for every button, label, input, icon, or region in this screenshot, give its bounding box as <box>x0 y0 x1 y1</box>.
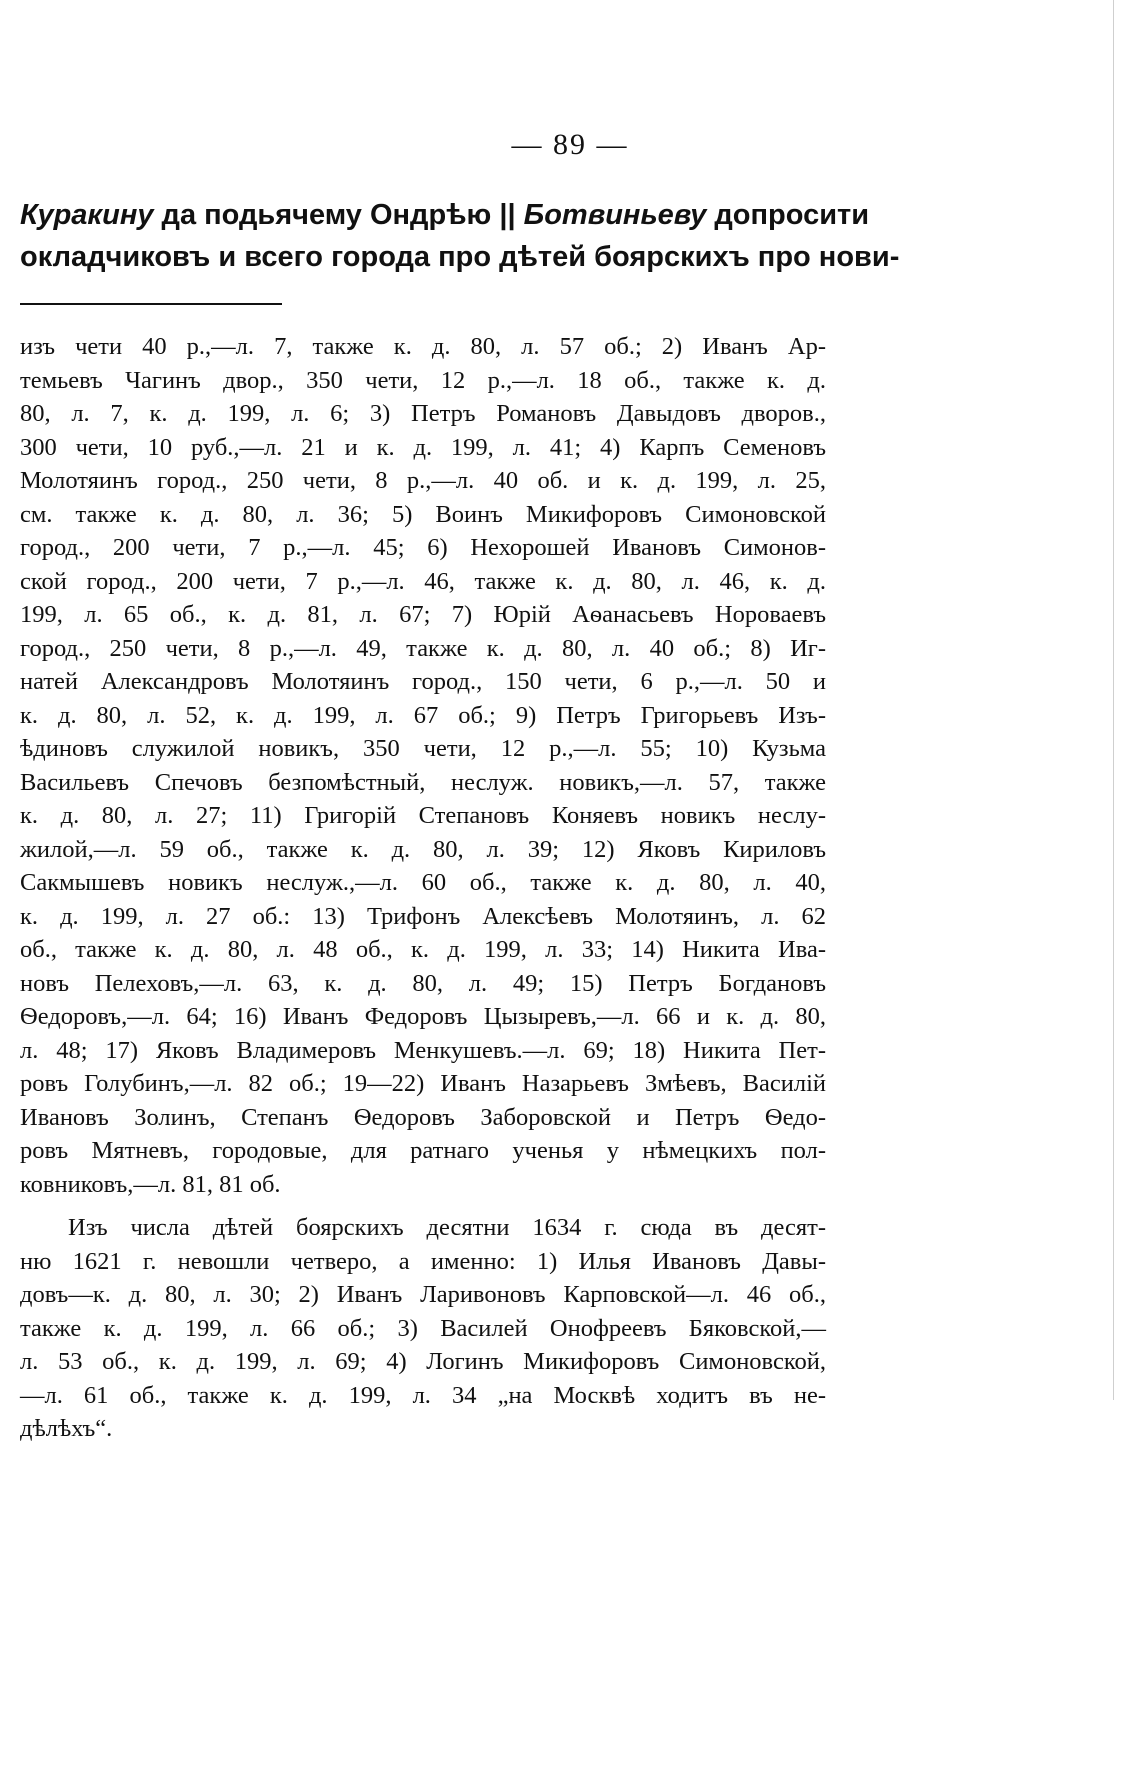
footnote-line: изъ чети 40 р.,—л. 7, также к. д. 80, л. 57 об.; 2) Иванъ Ар- <box>20 333 826 360</box>
footnote-line: ровъ Мятневъ, городовые, для ратнаго ученья у нѣмецкихъ пол- <box>20 1137 826 1164</box>
footnote-line: см. также к. д. 80, л. 36; 5) Воинъ Микифоровъ Симоновской <box>20 500 826 528</box>
footnote-line: ровъ Голубинъ,—л. 82 об.; 19—22) Иванъ Назарьевъ Змѣевъ, Василій <box>20 1070 826 1097</box>
footnote-line: Молотяинъ город., 250 чети, 8 р.,—л. 40 об. и к. д. 199, л. 25, <box>20 467 826 494</box>
footnote-line: 300 чети, 10 руб.,—л. 21 и к. д. 199, л. 41; 4) Карпъ Семеновъ <box>20 433 826 461</box>
footnote-line: об., также к. д. 80, л. 48 об., к. д. 199, л. 33; 14) Никита Ива- <box>20 936 826 963</box>
name-italic: Куракину <box>20 199 154 231</box>
footnote-line: Изъ числа дѣтей боярскихъ десятни 1634 г. сюда въ десят- <box>68 1214 826 1241</box>
main-text-line-2: окладчиковъ и всего города про дѣтей боярскихъ про нови- <box>20 241 900 273</box>
footnote-line: к. д. 80, л. 52, к. д. 199, л. 67 об.; 9) Петръ Григорьевъ Изъ- <box>20 701 826 729</box>
page-number: — 89 — <box>511 128 629 161</box>
name-italic: Ботвиньеву <box>523 199 707 231</box>
footnote-line: к. д. 80, л. 27; 11) Григорій Степановъ Коняевъ новикъ неслу- <box>20 802 826 829</box>
footnote-line: Сакмышевъ новикъ неслуж.,—л. 60 об., также к. д. 80, л. 40, <box>20 869 826 896</box>
footnote-line: город., 250 чети, 8 р.,—л. 49, также к. д. 80, л. 40 об.; 8) Иг- <box>20 634 826 662</box>
footnote-line: натей Александровъ Молотяинъ город., 150 чети, 6 р.,—л. 50 и <box>20 668 826 695</box>
main-text-line-1 <box>20 194 870 236</box>
footnote-line: Васильевъ Спечовъ безпомѣстный, неслуж. новикъ,—л. 57, также <box>20 768 826 796</box>
footnote-line: темьевъ Чагинъ двор., 350 чети, 12 р.,—л. 18 об., также к. д. <box>20 366 826 394</box>
page-edge-line <box>1113 0 1114 1400</box>
footnote <box>20 330 826 1446</box>
footnote-line: довъ—к. д. 80, л. 30; 2) Иванъ Ларивоновъ Карповской—л. 46 об., <box>20 1281 826 1308</box>
footnote-line: жилой,—л. 59 об., также к. д. 80, л. 39; 12) Яковъ Кириловъ <box>20 835 826 863</box>
footnote-line: ѣдиновъ служилой новикъ, 350 чети, 12 р.,—л. 55; 10) Кузьма <box>20 735 826 762</box>
footnote-line: ню 1621 г. невошли четверо, а именно: 1) Илья Ивановъ Давы- <box>20 1247 826 1275</box>
footnote-line: 199, л. 65 об., к. д. 81, л. 67; 7) Юрій Аѳанасьевъ Нороваевъ <box>20 601 826 628</box>
footnote-paragraph-2 <box>20 1211 826 1446</box>
footnote-line: ковниковъ,—л. 81, 81 об. <box>20 1170 281 1198</box>
footnote-line: ской город., 200 чети, 7 р.,—л. 46, также к. д. 80, л. 46, к. д. <box>20 567 826 595</box>
main-text-segment: да подьячему Ондрѣю || <box>153 199 524 231</box>
footnote-line: —л. 61 об., также к. д. 199, л. 34 „на Москвѣ ходитъ въ не- <box>20 1381 826 1409</box>
footnote-line: город., 200 чети, 7 р.,—л. 45; 6) Нехорошей Ивановъ Симонов- <box>20 534 826 561</box>
main-text-segment: допросити <box>706 199 870 231</box>
footnote-line: дѣлѣхъ“. <box>20 1415 113 1442</box>
footnote-line: новъ Пелеховъ,—л. 63, к. д. 80, л. 49; 15) Петръ Богдановъ <box>20 969 826 997</box>
footnote-line: также к. д. 199, л. 66 об.; 3) Василей Онофреевъ Бяковской,— <box>20 1314 826 1342</box>
footnote-paragraph-1 <box>20 330 826 1201</box>
main-text <box>20 194 900 278</box>
footnote-line: Ивановъ Золинъ, Степанъ Ѳедоровъ Заборовской и Петръ Ѳедо- <box>20 1103 826 1131</box>
footnote-line: к. д. 199, л. 27 об.: 13) Трифонъ Алексѣевъ Молотяинъ, л. 62 <box>20 902 826 930</box>
footnote-line: 80, л. 7, к. д. 199, л. 6; 3) Петръ Романовъ Давыдовъ дворов., <box>20 400 826 427</box>
footnote-line: л. 48; 17) Яковъ Владимеровъ Менкушевъ.—л. 69; 18) Никита Пет- <box>20 1036 826 1064</box>
footnote-line: Ѳедоровъ,—л. 64; 16) Иванъ Федоровъ Цызыревъ,—л. 66 и к. д. 80, <box>20 1003 826 1030</box>
footnote-line: л. 53 об., к. д. 199, л. 69; 4) Логинъ Микифоровъ Симоновской, <box>20 1348 826 1375</box>
footnote-separator <box>20 303 282 305</box>
